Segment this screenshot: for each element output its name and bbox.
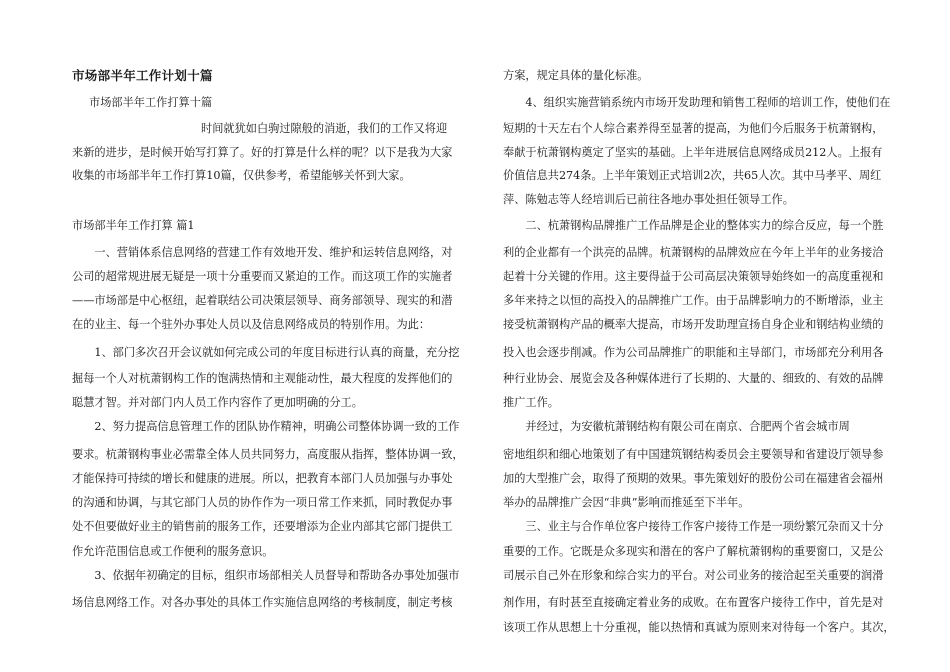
intro-line-1: 时间就犹如白驹过隙般的消逝，我们的工作又将迎 (201, 122, 448, 135)
section-heading: 市场部半年工作打算 篇1 (72, 219, 195, 232)
paragraph-line: 一、营销体系信息网络的营建工作有效地开发、维护和运转信息网络，对 (72, 246, 453, 259)
paragraph-line: 推广工作。 (503, 396, 559, 409)
paragraph-line: 剂作用，有时甚至直接确定着业务的成败。在布置客户接待工作中，首先是对 (503, 596, 884, 609)
paragraph-line: 的沟通和协调，与其它部门人员的协作作为一项日常工作来抓，同时教促办事 (72, 496, 453, 509)
paragraph-line: 种行业协会、展览会及各种媒体进行了长期的、大量的、细致的、有效的品牌 (503, 372, 884, 385)
paragraph-line: 司展示自己外在形象和综合实力的平台。对公司业务的接洽起至关重要的润滑 (503, 569, 884, 582)
paragraph-line: ——市场部是中心枢纽，起着联结公司决策层领导、商务部领导、现实的和潜 (72, 294, 453, 307)
paragraph-line: 聪慧才智。并对部门内人员工作内容作了更加明确的分工。 (72, 396, 363, 409)
paragraph-line: 密地组织和细心地策划了有中国建筑钢结构委员会主要领导和省建设厅领导参 (503, 448, 884, 461)
paragraph-line: 奉献于杭萧钢构奠定了坚实的基础。上半年进展信息网络成员212人。上报有 (503, 146, 883, 159)
paragraph-line: 投入也会逐步削减。作为公司品牌推广的职能和主导部门，市场部充分利用各 (503, 346, 884, 359)
paragraph-line: 在的业主、每一个驻外办事处人员以及信息网络成员的特别作用。为此： (72, 318, 431, 331)
paragraph-line: 短期的十天左右个人综合素养得至显著的提高，为他们今后服务于杭萧钢构， (503, 122, 884, 135)
paragraph-line: 要求。杭萧钢构事业必需靠全体人员共同努力，高度服从指挥，整体协调一致， (72, 448, 464, 461)
paragraph-line: 才能保持可持续的增长和健康的进展。所以，把教育本部门人员加强与办事处 (72, 472, 453, 485)
paragraph-line: 作允许范围信息或工作便利的服务意识。 (72, 545, 274, 558)
document-title: 市场部半年工作计划十篇 (72, 68, 213, 83)
paragraph-line: 处不但要做好业主的销售前的服务工作，还要增添为企业内部其它部门提供工 (72, 520, 453, 533)
paragraph-line: 二、杭萧钢构品牌推广工作品牌是企业的整体实力的综合反应，每一个胜 (503, 219, 884, 232)
paragraph-line: 萍、陈勉志等人经培训后已前往各地办事处担任领导工作。 (503, 193, 794, 206)
paragraph-line: 场信息网络工作。对各办事处的具体工作实施信息网络的考核制度，制定考核 (72, 596, 453, 609)
paragraph-line: 接受杭萧钢构产品的概率大提高，市场开发助理宣扬自身企业和钢结构业绩的 (503, 318, 884, 331)
intro-line-3: 收集的市场部半年工作打算10篇，仅供参考，希望能够关怀到大家。 (72, 169, 411, 182)
paragraph-line: 重要的工作。它既是众多现实和潜在的客户了解杭萧钢构的重要窗口，又是公 (503, 545, 884, 558)
paragraph-line: 加的大型推广会，取得了预期的效果。事先策划好的股份公司在福建省会福州 (503, 472, 884, 485)
paragraph-line: 2、努力提高信息管理工作的团队协作精神，明确公司整体协调一致的工作 (72, 420, 460, 433)
paragraph-line: 三、业主与合作单位客户接待工作客户接待工作是一项纷繁冗杂而又十分 (503, 520, 884, 533)
paragraph-line: 方案，规定具体的量化标准。 (503, 69, 649, 82)
paragraph-line: 并经过，为安徽杭萧钢结构有限公司在南京、合肥两个省会城市周 (503, 420, 850, 433)
paragraph-line: 公司的超常规进展无疑是一项十分重要而又紧迫的工作。而这项工作的实施者 (72, 270, 453, 283)
paragraph-line: 多年来持之以恒的高投入的品牌推广工作。由于品牌影响力的不断增添，业主 (503, 294, 884, 307)
paragraph-line: 4、组织实施营销系统内市场开发助理和销售工程师的培训工作，使他们在 (503, 96, 891, 109)
paragraph-line: 3、依据年初确定的目标，组织市场部相关人员督导和帮助各办事处加强市 (72, 569, 460, 582)
subtitle: 市场部半年工作打算十篇 (89, 96, 213, 109)
paragraph-line: 利的企业都有一个洪亮的品牌。杭萧钢构的品牌效应在今年上半年的业务接洽 (503, 246, 884, 259)
paragraph-line: 起着十分关键的作用。这主要得益于公司高层决策领导始终如一的高度重视和 (503, 270, 884, 283)
paragraph-line: 掘每一个人对杭萧钢构工作的饱满热情和主观能动性，最大程度的发挥他们的 (72, 372, 453, 385)
paragraph-line: 价值信息共274条。上半年策划正式培训2次，共65人次。其中马孝平、周红 (503, 169, 882, 182)
intro-line-2: 来新的进步，是时候开始写打算了。好的打算是什么样的呢？以下是我为大家 (72, 146, 453, 159)
paragraph-line: 1、部门多次召开会议就如何完成公司的年度目标进行认真的商量，充分挖 (72, 346, 460, 359)
paragraph-line: 该项工作从思想上十分重视，能以热情和真诚为原则来对待每一个客户。其次， (503, 621, 895, 634)
paragraph-line: 举办的品牌推广会因“非典”影响而推延至下半年。 (503, 496, 750, 509)
